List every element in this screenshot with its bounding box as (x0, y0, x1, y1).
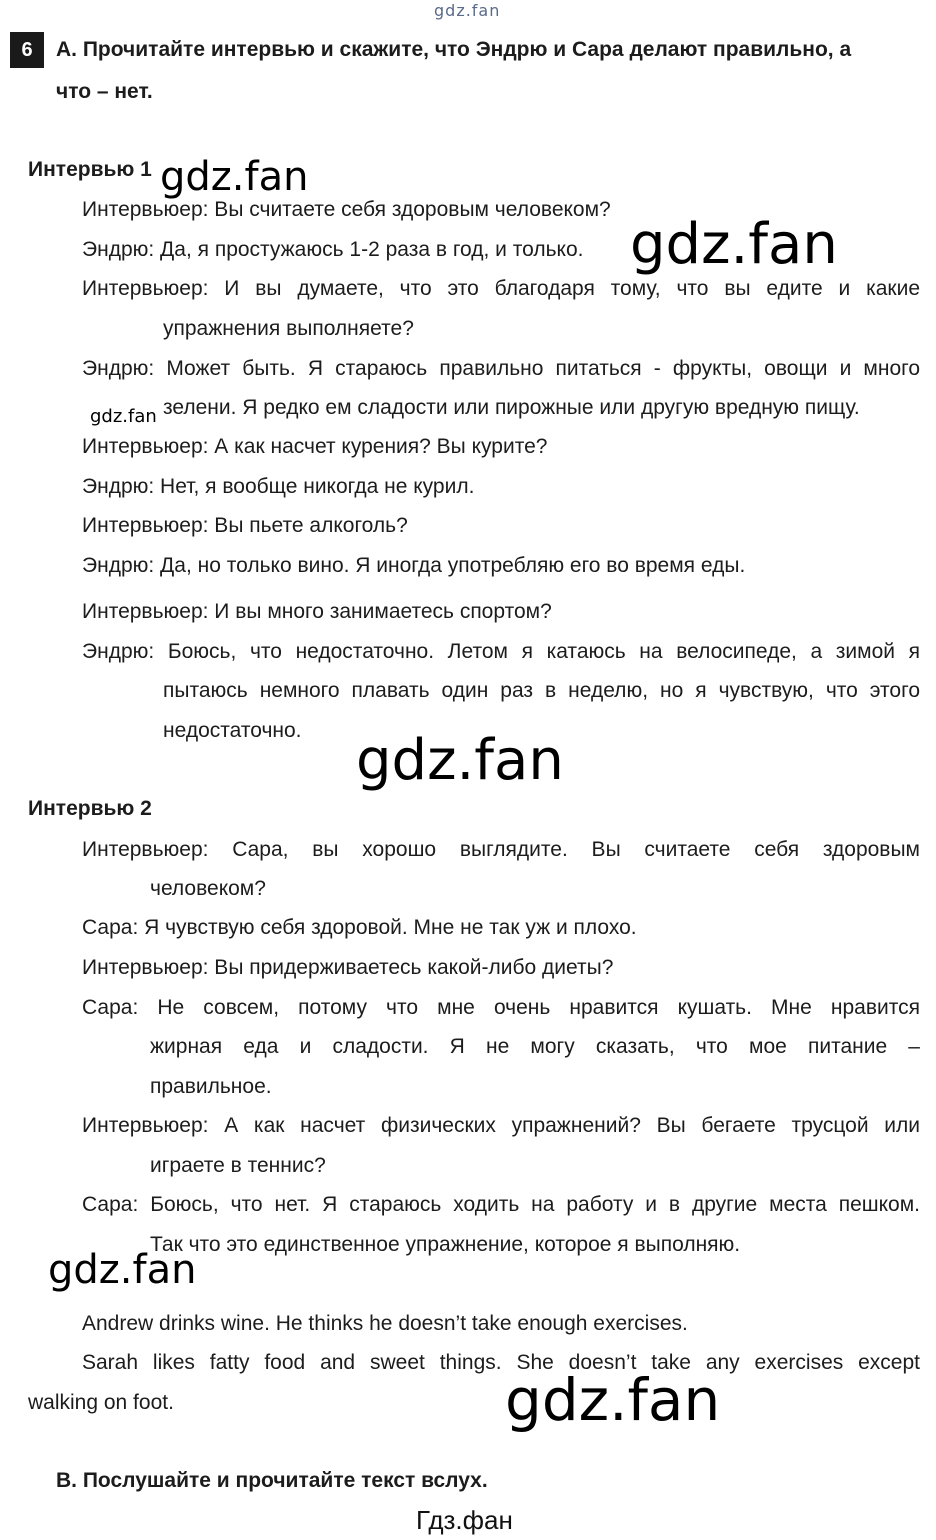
interview-1-line: зелени. Я редко ем сладости или пирожные или другую вредную пищу. (163, 396, 860, 419)
interview-2-line: человеком? (150, 877, 266, 900)
interview-2-line: Сара: Не совсем, потому что мне очень нравится кушать. Мне нравится (82, 996, 920, 1019)
interview-1-line: Интервьюер: Вы считаете себя здоровым человеком? (82, 198, 611, 221)
interview-2-line: Так что это единственное упражнение, которое я выполняю. (150, 1233, 741, 1256)
exercise-number: 6 (10, 32, 44, 68)
interview-1-line: недостаточно. (163, 719, 302, 742)
watermark: gdz.fan (505, 1366, 721, 1434)
watermark: gdz.fan (90, 406, 157, 427)
interview-1-line: упражнения выполняете? (163, 317, 414, 340)
task-instruction-line-2: что – нет. (56, 80, 153, 103)
interview-1-line: Интервьюер: И вы много занимаетесь спортом? (82, 600, 552, 623)
answer-line: walking on foot. (28, 1391, 174, 1414)
watermark: gdz.fan (356, 728, 564, 793)
interview-2-line: играете в теннис? (150, 1154, 326, 1177)
task-b-instruction: B. Послушайте и прочитайте текст вслух. (56, 1469, 488, 1492)
watermark: gdz.fan (160, 154, 309, 200)
interview-1-line: пытаюсь немного плавать один раз в неделю, но я чувствую, что этого (163, 679, 920, 702)
interview-2-line: Интервьюер: Сара, вы хорошо выглядите. Вы считаете себя здоровым (82, 838, 920, 861)
interview-1-line: Интервьюер: И вы думаете, что это благодаря тому, что вы едите и какие (82, 277, 920, 300)
interview-1-heading: Интервью 1 (28, 158, 152, 181)
interview-1-line: Эндрю: Да, но только вино. Я иногда употребляю его во время еды. (82, 554, 746, 577)
interview-2-line: жирная еда и сладости. Я не могу сказать, что мое питание – (150, 1035, 920, 1058)
interview-1-line: Интервьюер: А как насчет курения? Вы курите? (82, 435, 548, 458)
interview-1-line: Эндрю: Да, я простужаюсь 1-2 раза в год, и только. (82, 238, 584, 261)
watermark: gdz.fan (48, 1247, 197, 1293)
interview-2-line: Интервьюер: А как насчет физических упражнений? Вы бегаете трусцой или (82, 1114, 920, 1137)
answer-line: Andrew drinks wine. He thinks he doesn’t take enough exercises. (82, 1312, 688, 1335)
answer-line: Sarah likes fatty food and sweet things. She doesn’t take any exercises except (82, 1351, 920, 1374)
interview-1-line: Эндрю: Может быть. Я стараюсь правильно питаться - фрукты, овощи и много (82, 357, 920, 380)
watermark-bottom: Гдз.фан (416, 1505, 513, 1535)
interview-2-heading: Интервью 2 (28, 797, 152, 820)
interview-2-line: правильное. (150, 1075, 272, 1098)
watermark-top: gdz.fan (434, 1, 501, 20)
interview-1-line: Эндрю: Нет, я вообще никогда не курил. (82, 475, 475, 498)
interview-1-line: Эндрю: Боюсь, что недостаточно. Летом я катаюсь на велосипеде, а зимой я (82, 640, 920, 663)
interview-2-line: Интервьюер: Вы придерживаетесь какой-либо диеты? (82, 956, 614, 979)
interview-1-line: Интервьюер: Вы пьете алкоголь? (82, 514, 408, 537)
interview-2-line: Сара: Я чувствую себя здоровой. Мне не так уж и плохо. (82, 916, 637, 939)
interview-2-line: Сара: Боюсь, что нет. Я стараюсь ходить на работу и в другие места пешком. (82, 1193, 920, 1216)
watermark: gdz.fan (630, 212, 838, 277)
task-instruction-line-1: A. Прочитайте интервью и скажите, что Эндрю и Сара делают правильно, а (56, 38, 852, 61)
